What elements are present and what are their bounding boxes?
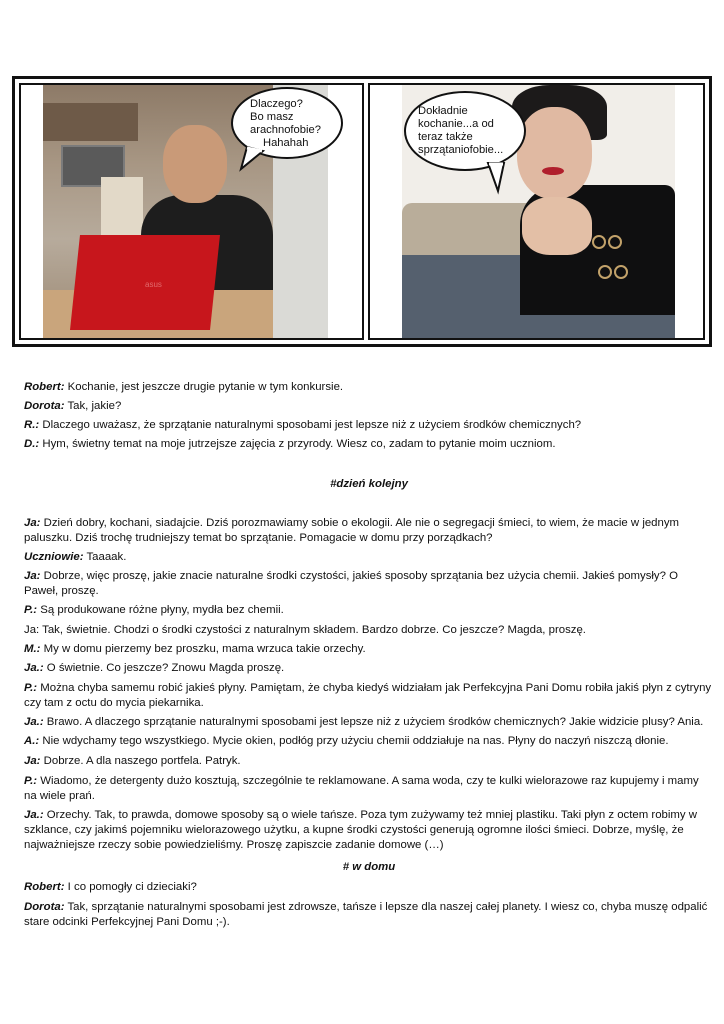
dialog-line: R.: Dlaczego uważasz, że sprzątanie naturalnymi sposobami jest lepsze niż z użyciem środków chemicznych? (24, 419, 582, 431)
comic-panel-left (19, 83, 364, 340)
dialog-line: Dorota: Tak, sprzątanie naturalnymi sposobami jest zdrowsze, tańsze i lepsze dla naszej całej planety. I wiesz co, chyba muszę odpalić stare odcinki Perfekcyjnej Pani Domu ;-). (24, 901, 708, 928)
dialog-line: Ja: Dobrze. A dla naszego portfela. Patryk. (24, 755, 241, 767)
comic-strip (12, 76, 712, 347)
bubble-line: Dokładnie (418, 105, 468, 117)
dialog-line: M.: My w domu pierzemy bez proszku, mama wrzuca takie orzechy. (24, 643, 366, 655)
dialog-line: Ja: Dobrze, więc proszę, jakie znacie naturalne środki czystości, jakieś sposoby sprzątania bez użycia chemii. Jakieś pomysły? O Paweł, proszę. (24, 570, 678, 597)
dialog-line: Robert: Kochanie, jest jeszcze drugie pytanie w tym konkursie. (24, 381, 344, 393)
dialog-line: P.: Można chyba samemu robić jakieś płyny. Pamiętam, że chyba kiedyś widziałam jak Perfekcyjna Pani Domu robiła jakiś płyn z cytryny czy tam z octu do mycia piekarnika. (24, 682, 712, 709)
bubble-line: arachnofobie? (250, 124, 321, 136)
dialog-line: P.: Wiadomo, że detergenty dużo kosztują, szczególnie te reklamowane. A sama woda, czy te kulki wielorazowe raz kupujemy i mamy na wiele prań. (24, 775, 699, 802)
dialog-line: P.: Są produkowane różne płyny, mydła bez chemii. (24, 604, 284, 616)
dialog-line: Dorota: Tak, jakie? (24, 400, 122, 412)
dialog-line: Ja.: Brawo. A dlaczego sprzątanie naturalnymi sposobami jest lepsze niż z użyciem środków chemicznych? Jakie widzicie plusy? Ania. (24, 716, 704, 728)
speech-bubble-right (404, 91, 526, 171)
bubble-tail (241, 147, 271, 177)
dialog-line: Ja: Tak, świetnie. Chodzi o środki czystości z naturalnym składem. Bardzo dobrze. Co jeszcze? Magda, proszę. (24, 624, 586, 636)
bubble-line: teraz także (418, 131, 473, 143)
dialog-line: Uczniowie: Taaaak. (24, 551, 127, 563)
dialog-line: Robert: I co pomogły ci dzieciaki? (24, 881, 197, 893)
section-heading: #dzień kolejny (330, 478, 408, 490)
bubble-tail (488, 163, 518, 193)
dialog-line: Ja.: Orzechy. Tak, to prawda, domowe sposoby są o wiele tańsze. Poza tym zużywamy też mniej plastiku. Taki płyn z octem robimy w szklance, czy jakimś pojemniku wielorazowego użytku, a kupne środki czystości generują ogromne ilości śmieci. Dobrze, myślę, że najważniejsze rzeczy sobie powiedzieliśmy. Proszę zapiszcie zadanie domowe (…) (24, 809, 697, 851)
dialog-line: D.: Hym, świetny temat na moje jutrzejsze zajęcia z przyrody. Wiesz co, zadam to pytanie moim uczniom. (24, 438, 556, 450)
comic-panel-right (368, 83, 705, 340)
section-heading: # w domu (342, 861, 396, 873)
dialog-line: Ja.: O świetnie. Co jeszcze? Znowu Magda proszę. (24, 662, 285, 674)
dialog-line: A.: Nie wdychamy tego wszystkiego. Mycie okien, podłóg przy użyciu chemii oddziałuje na nas. Płyny do naczyń niszczą dłonie. (24, 735, 669, 747)
dialog-line: Ja: Dzień dobry, kochani, siadajcie. Dziś porozmawiamy sobie o ekologii. Ale nie o segregacji śmieci, to wiem, że macie w jednym paluszku. Dziś trochę trudniejszy temat bo sprzątanie. Pomagacie w domu przy porządkach? (24, 517, 680, 544)
laptop-logo: asus (145, 280, 162, 289)
bubble-line: Bo masz (250, 111, 294, 123)
bubble-line: Hahahah (263, 137, 309, 149)
bubble-line: Dlaczego? (250, 98, 303, 110)
bubble-line: sprzątaniofobie... (418, 144, 504, 156)
bubble-line: kochanie...a od (418, 118, 494, 130)
